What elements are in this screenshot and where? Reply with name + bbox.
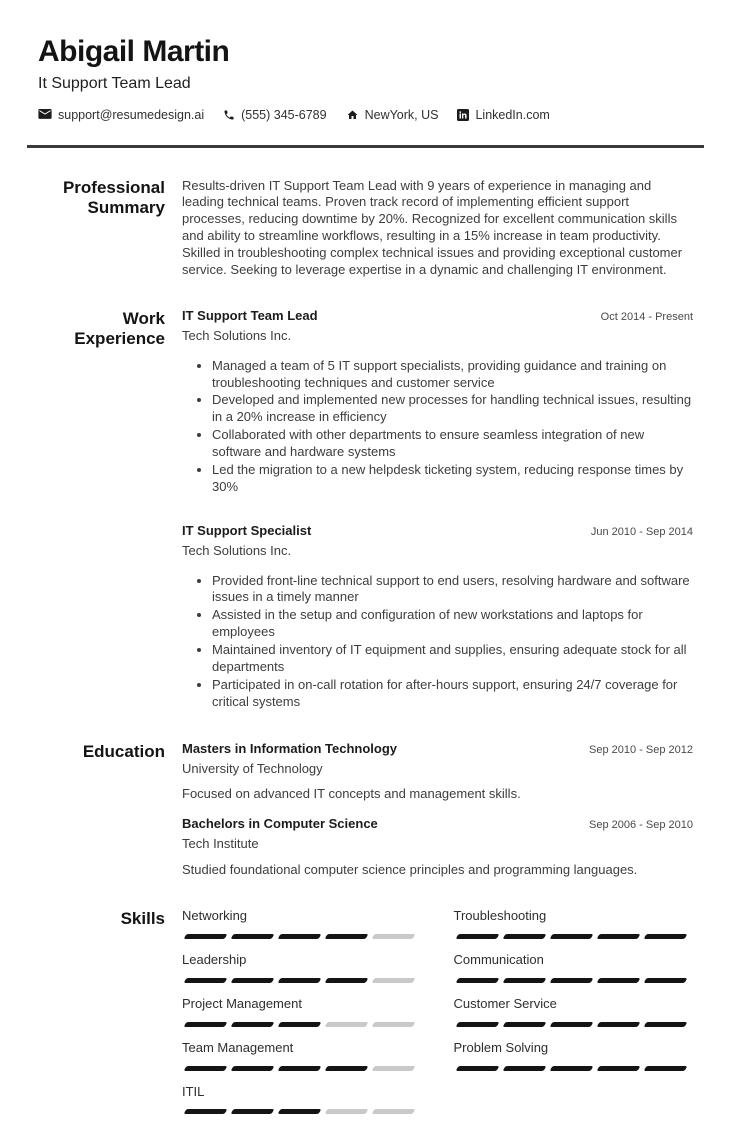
job-bullet-list: [182, 358, 693, 496]
skill-name: ITIL: [182, 1083, 205, 1099]
education-description: Studied foundational computer science principles and programming languages.: [182, 862, 638, 878]
contact-email: [38, 108, 204, 122]
skill-name: Troubleshooting: [453, 908, 547, 923]
skill-item: [454, 1040, 694, 1071]
job-entry: [182, 308, 693, 496]
skill-item: [182, 1040, 422, 1071]
skill-segment: [278, 1022, 322, 1027]
section-heading-experience: Work Experience: [74, 308, 165, 348]
skill-segment: [596, 978, 640, 983]
education-dates: Sep 2010 - Sep 2012: [589, 743, 693, 756]
contact-row: [38, 108, 693, 122]
contact-location: [346, 108, 439, 122]
skill-segment: [549, 934, 593, 939]
skill-segment: [596, 934, 640, 939]
skill-bar: [454, 978, 694, 983]
skill-segment: [455, 1066, 499, 1071]
skill-segment: [278, 1066, 322, 1071]
skill-segment: [596, 1022, 640, 1027]
skill-segment: [502, 1022, 546, 1027]
skill-segment: [372, 1066, 416, 1071]
skill-name: Project Management: [182, 995, 302, 1011]
candidate-name: Abigail Martin: [38, 35, 230, 68]
skill-segment: [325, 1022, 369, 1027]
skill-name: Networking: [182, 908, 248, 923]
skill-segment: [231, 1109, 275, 1114]
school-name: Tech Institute: [182, 836, 259, 852]
skill-segment: [278, 934, 322, 939]
skill-item: [182, 908, 422, 939]
skill-segment: [231, 934, 275, 939]
skill-segment: [643, 1066, 687, 1071]
skill-bar: [182, 1109, 422, 1114]
phone-icon: [223, 109, 235, 121]
education-entry: [182, 816, 693, 879]
company-name: Tech Solutions Inc.: [182, 542, 292, 558]
skill-segment: [184, 934, 228, 939]
contact-phone-text: (555) 345-6789: [241, 107, 327, 122]
skill-segment: [325, 1066, 369, 1071]
skill-segment: [502, 934, 546, 939]
skill-name: Problem Solving: [453, 1039, 549, 1055]
contact-email-text: support@resumedesign.ai: [58, 107, 205, 122]
education-description: Focused on advanced IT concepts and management skills.: [182, 786, 521, 802]
skill-segment: [502, 1066, 546, 1071]
skill-segment: [596, 1066, 640, 1071]
education-entry: [182, 741, 693, 804]
bullet-item: • Provided front-line technical support to end users, resolving hardware and software issues in a timely manner: [212, 573, 693, 607]
skill-segment: [325, 1109, 369, 1114]
candidate-title: It Support Team Lead: [38, 74, 191, 92]
section-heading-skills: Skills: [120, 909, 165, 928]
skill-segment: [549, 1066, 593, 1071]
skill-bar: [182, 1066, 422, 1071]
skills-grid: [182, 908, 693, 1127]
summary-text: Results-driven IT Support Team Lead with 9 years of experience in managing and leading technical teams. Proven track record of implementing efficient support processes, reducing downtime by 20%. Recognized for excellent communication skills and ability to streamline workflows, resulting in a 15% increase in team productivity. Skilled in troubleshooting complex technical issues and providing exceptional customer service. Seeking to leverage expertise in a dynamic and challenging IT environment.: [182, 177, 683, 277]
skill-segment: [231, 1066, 275, 1071]
skill-segment: [643, 934, 687, 939]
skill-segment: [455, 1022, 499, 1027]
skill-segment: [372, 978, 416, 983]
section-skills: [38, 908, 693, 1127]
skill-item: [182, 1084, 422, 1115]
skill-bar: [182, 934, 422, 939]
job-title: IT Support Specialist: [182, 522, 312, 538]
bullet-item: • Collaborated with other departments to ensure seamless integration of new software and hardware systems: [212, 427, 693, 461]
skill-segment: [278, 978, 322, 983]
skill-segment: [278, 1109, 322, 1114]
skill-name: Leadership: [182, 951, 247, 967]
job-entry: [182, 523, 693, 711]
skill-bar: [182, 978, 422, 983]
bullet-item: • Maintained inventory of IT equipment and supplies, ensuring adequate stock for all departments: [212, 642, 693, 676]
bullet-item: • Participated in on-call rotation for after-hours support, ensuring 24/7 coverage for critical systems: [212, 677, 693, 711]
email-icon: [38, 109, 52, 120]
skill-segment: [184, 978, 228, 983]
skill-segment: [372, 1109, 416, 1114]
job-dates: Oct 2014 - Present: [600, 310, 693, 323]
skill-segment: [643, 978, 687, 983]
contact-location-text: NewYork, US: [364, 107, 439, 122]
skill-name: Communication: [453, 951, 544, 967]
bullet-item: • Led the migration to a new helpdesk ticketing system, reducing response times by 30%: [212, 462, 693, 496]
skill-segment: [643, 1022, 687, 1027]
home-icon: [346, 109, 359, 121]
skill-item: [182, 996, 422, 1027]
skill-item: [454, 908, 694, 939]
degree-name: Bachelors in Computer Science: [182, 816, 378, 832]
skill-bar: [454, 934, 694, 939]
bullet-item: • Managed a team of 5 IT support specialists, providing guidance and training on troubleshooting techniques and customer service: [212, 358, 693, 392]
contact-phone: [223, 108, 326, 122]
header-divider: [27, 145, 704, 148]
degree-name: Masters in Information Technology: [182, 740, 398, 756]
skill-segment: [325, 978, 369, 983]
skill-segment: [231, 1022, 275, 1027]
skill-segment: [372, 1022, 416, 1027]
skill-segment: [184, 1022, 228, 1027]
company-name: Tech Solutions Inc.: [182, 327, 292, 343]
skill-item: [454, 952, 694, 983]
skill-segment: [372, 934, 416, 939]
skill-segment: [502, 978, 546, 983]
job-title: IT Support Team Lead: [182, 307, 318, 323]
school-name: University of Technology: [182, 760, 323, 776]
bullet-item: • Developed and implemented new processes for handling technical issues, resulting in a 20% increase in efficiency: [212, 392, 693, 426]
skill-name: Team Management: [182, 1039, 294, 1055]
skill-segment: [549, 978, 593, 983]
skill-segment: [184, 1109, 228, 1114]
section-experience: [38, 308, 693, 712]
skill-bar: [454, 1066, 694, 1071]
resume-header: [38, 36, 693, 122]
skill-segment: [549, 1022, 593, 1027]
skill-segment: [184, 1066, 228, 1071]
skills-column-left: [182, 908, 422, 1127]
section-education: [38, 741, 693, 879]
section-summary: [38, 177, 693, 279]
skill-segment: [455, 978, 499, 983]
skill-segment: [231, 978, 275, 983]
bullet-item: • Assisted in the setup and configuration of new workstations and laptops for employees: [212, 607, 693, 641]
section-heading-summary: Professional Summary: [62, 177, 165, 217]
skill-bar: [182, 1022, 422, 1027]
skill-segment: [455, 934, 499, 939]
education-dates: Sep 2006 - Sep 2010: [589, 819, 693, 832]
skills-column-right: [454, 908, 694, 1127]
skill-item: [454, 996, 694, 1027]
skill-segment: [325, 934, 369, 939]
skill-name: Customer Service: [453, 995, 557, 1011]
job-dates: Jun 2010 - Sep 2014: [590, 525, 693, 538]
linkedin-icon: [457, 109, 469, 121]
job-bullet-list: [182, 573, 693, 711]
contact-linkedin: [457, 108, 549, 122]
contact-linkedin-text: LinkedIn.com: [475, 107, 550, 122]
skill-item: [182, 952, 422, 983]
section-heading-education: Education: [82, 741, 165, 761]
skill-bar: [454, 1022, 694, 1027]
